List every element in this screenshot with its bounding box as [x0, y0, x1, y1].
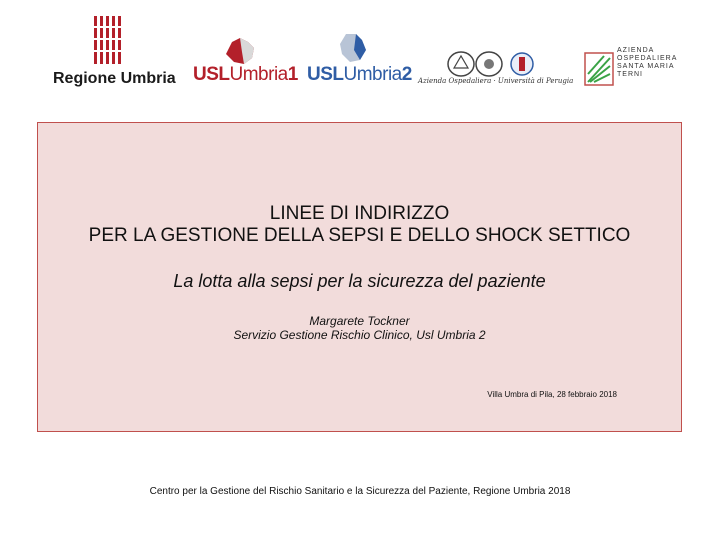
slide-title-line2: PER LA GESTIONE DELLA SEPSI E DELLO SHOCK SETTICO	[88, 225, 631, 246]
usl-umbria-1-map-icon	[222, 36, 258, 66]
regione-umbria-logo: Regione Umbria	[53, 70, 176, 87]
usl-umbria-1-logo	[193, 64, 298, 86]
perugia-hospital-seal-icon	[510, 52, 534, 76]
usl-umbria-2-logo	[307, 64, 412, 86]
usl-umbria-2-map-icon	[338, 32, 368, 64]
usl1-light: Umbria	[229, 64, 288, 85]
azienda-ospedaliera-terni-icon	[584, 52, 614, 86]
usl2-light: Umbria	[343, 64, 402, 85]
slide-subtitle: La lotta alla sepsi per la sicurezza del paziente	[173, 271, 546, 291]
usl1-num: 1	[287, 64, 298, 85]
usl1-bold: USL	[193, 64, 230, 85]
title-box	[37, 122, 682, 432]
ao-line: OSPEDALIERA	[617, 55, 678, 62]
venue-date: Villa Umbra di Pila, 28 febbraio 2018	[487, 390, 617, 399]
university-seal-icon	[446, 50, 476, 78]
ao-line: AZIENDA	[617, 47, 655, 54]
usl2-bold: USL	[307, 64, 344, 85]
logo-header	[0, 0, 720, 110]
university-crest-icon	[474, 50, 504, 78]
author-name: Margarete Tockner	[309, 314, 410, 328]
footer-text: Centro per la Gestione del Rischio Sanitario e la Sicurezza del Paziente, Regione Umbria 2018	[149, 486, 571, 497]
regione-umbria-emblem-icon	[92, 14, 124, 66]
university-logo-text: Azienda Ospedaliera · Università di Perugia	[418, 77, 574, 85]
ao-line: SANTA MARIA	[617, 63, 675, 70]
ao-line: TERNI	[617, 71, 643, 78]
author-affiliation: Servizio Gestione Rischio Clinico, Usl Umbria 2	[233, 328, 486, 342]
usl2-num: 2	[401, 64, 412, 85]
slide-title-line1: LINEE DI INDIRIZZO	[269, 203, 450, 224]
azienda-ospedaliera-terni-logo	[617, 47, 677, 79]
